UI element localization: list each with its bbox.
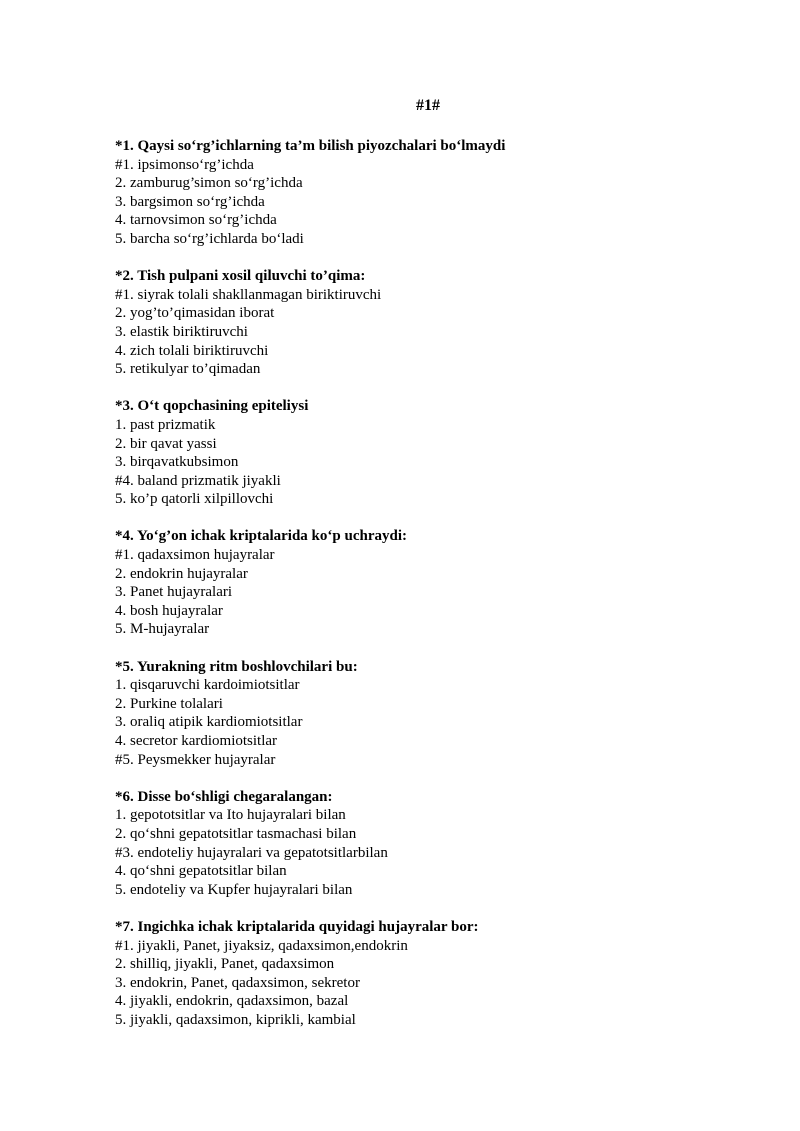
answer-option: 4. bosh hujayralar xyxy=(115,602,223,619)
answer-option: 1. past prizmatik xyxy=(115,416,216,433)
answer-option: 2. bir qavat yassi xyxy=(115,435,217,452)
answer-option: 2. Purkine tolalari xyxy=(115,695,223,712)
answer-option: 2. qo‘shni gepatotsitlar tasmachasi bilan xyxy=(115,825,357,842)
answer-option: 3. birqavatkubsimon xyxy=(115,454,239,471)
answer-option: 5. retikulyar to’qimadan xyxy=(115,361,261,378)
answer-option: #1. jiyakli, Panet, jiyaksiz, qadaxsimon,endokrin xyxy=(115,937,408,954)
answer-option: 3. Panet hujayralari xyxy=(115,584,233,601)
question-block xyxy=(115,918,735,1030)
answer-option: 3. elastik biriktiruvchi xyxy=(115,323,248,340)
answer-option: 4. jiyakli, endokrin, qadaxsimon, bazal xyxy=(115,993,349,1010)
question-block xyxy=(115,658,735,770)
answer-option: 2. yog’to’qimasidan iborat xyxy=(115,305,275,322)
question-list xyxy=(115,137,735,1048)
answer-option: #5. Peysmekker hujayralar xyxy=(115,751,276,768)
question-text: *1. Qaysi so‘rg’ichlarning ta’m bilish piyozchalari bo‘lmaydi xyxy=(115,138,506,154)
question-text: *3. O‘t qopchasining epiteliysi xyxy=(115,398,309,415)
answer-option: #1. qadaxsimon hujayralar xyxy=(115,547,275,564)
answer-option: 5. M-hujayralar xyxy=(115,621,210,638)
question-block xyxy=(115,267,735,379)
answer-option: 3. endokrin, Panet, qadaxsimon, sekretor xyxy=(115,974,360,991)
answer-option: 1. gepototsitlar va Ito hujayralari bilan xyxy=(115,807,346,824)
question-block xyxy=(115,397,735,509)
question-text: *4. Yo‘g’on ichak kriptalarida ko‘p uchraydi: xyxy=(115,528,407,545)
answer-option: 2. zamburug’simon so‘rg’ichda xyxy=(115,175,303,192)
answer-option: 5. endoteliy va Kupfer hujayralari bilan xyxy=(115,881,353,898)
answer-option: 3. oraliq atipik kardiomiotsitlar xyxy=(115,714,303,731)
question-text: *6. Disse bo‘shligi chegaralangan: xyxy=(115,788,333,805)
question-block xyxy=(115,527,735,639)
test-title: #1# xyxy=(416,97,440,114)
answer-option: #4. baland prizmatik jiyakli xyxy=(115,472,281,489)
answer-option: 5. barcha so‘rg’ichlarda bo‘ladi xyxy=(115,230,304,247)
answer-option: #3. endoteliy hujayralari va gepatotsitlarbilan xyxy=(115,844,388,861)
answer-option: 2. endokrin hujayralar xyxy=(115,565,248,582)
answer-option: 5. ko’p qatorli xilpillovchi xyxy=(115,491,274,508)
question-block xyxy=(115,137,735,249)
answer-option: #1. ipsimonso‘rg’ichda xyxy=(115,156,254,173)
question-text: *2. Tish pulpani xosil qiluvchi to’qima: xyxy=(115,268,366,285)
answer-option: 4. qo‘shni gepatotsitlar bilan xyxy=(115,863,287,880)
answer-option: 4. zich tolali biriktiruvchi xyxy=(115,342,269,359)
answer-option: 2. shilliq, jiyakli, Panet, qadaxsimon xyxy=(115,956,335,973)
answer-option: 4. secretor kardiomiotsitlar xyxy=(115,733,278,749)
answer-option: #1. siyrak tolali shakllanmagan biriktiruvchi xyxy=(115,286,382,303)
answer-option: 3. bargsimon so‘rg’ichda xyxy=(115,193,265,210)
answer-option: 1. qisqaruvchi kardoimiotsitlar xyxy=(115,677,300,694)
question-text: *7. Ingichka ichak kriptalarida quyidagi hujayralar bor: xyxy=(115,918,479,935)
question-block xyxy=(115,788,735,900)
answer-option: 5. jiyakli, qadaxsimon, kiprikli, kambial xyxy=(115,1011,356,1028)
answer-option: 4. tarnovsimon so‘rg’ichda xyxy=(115,212,277,229)
question-text: *5. Yurakning ritm boshlovchilari bu: xyxy=(115,658,358,675)
